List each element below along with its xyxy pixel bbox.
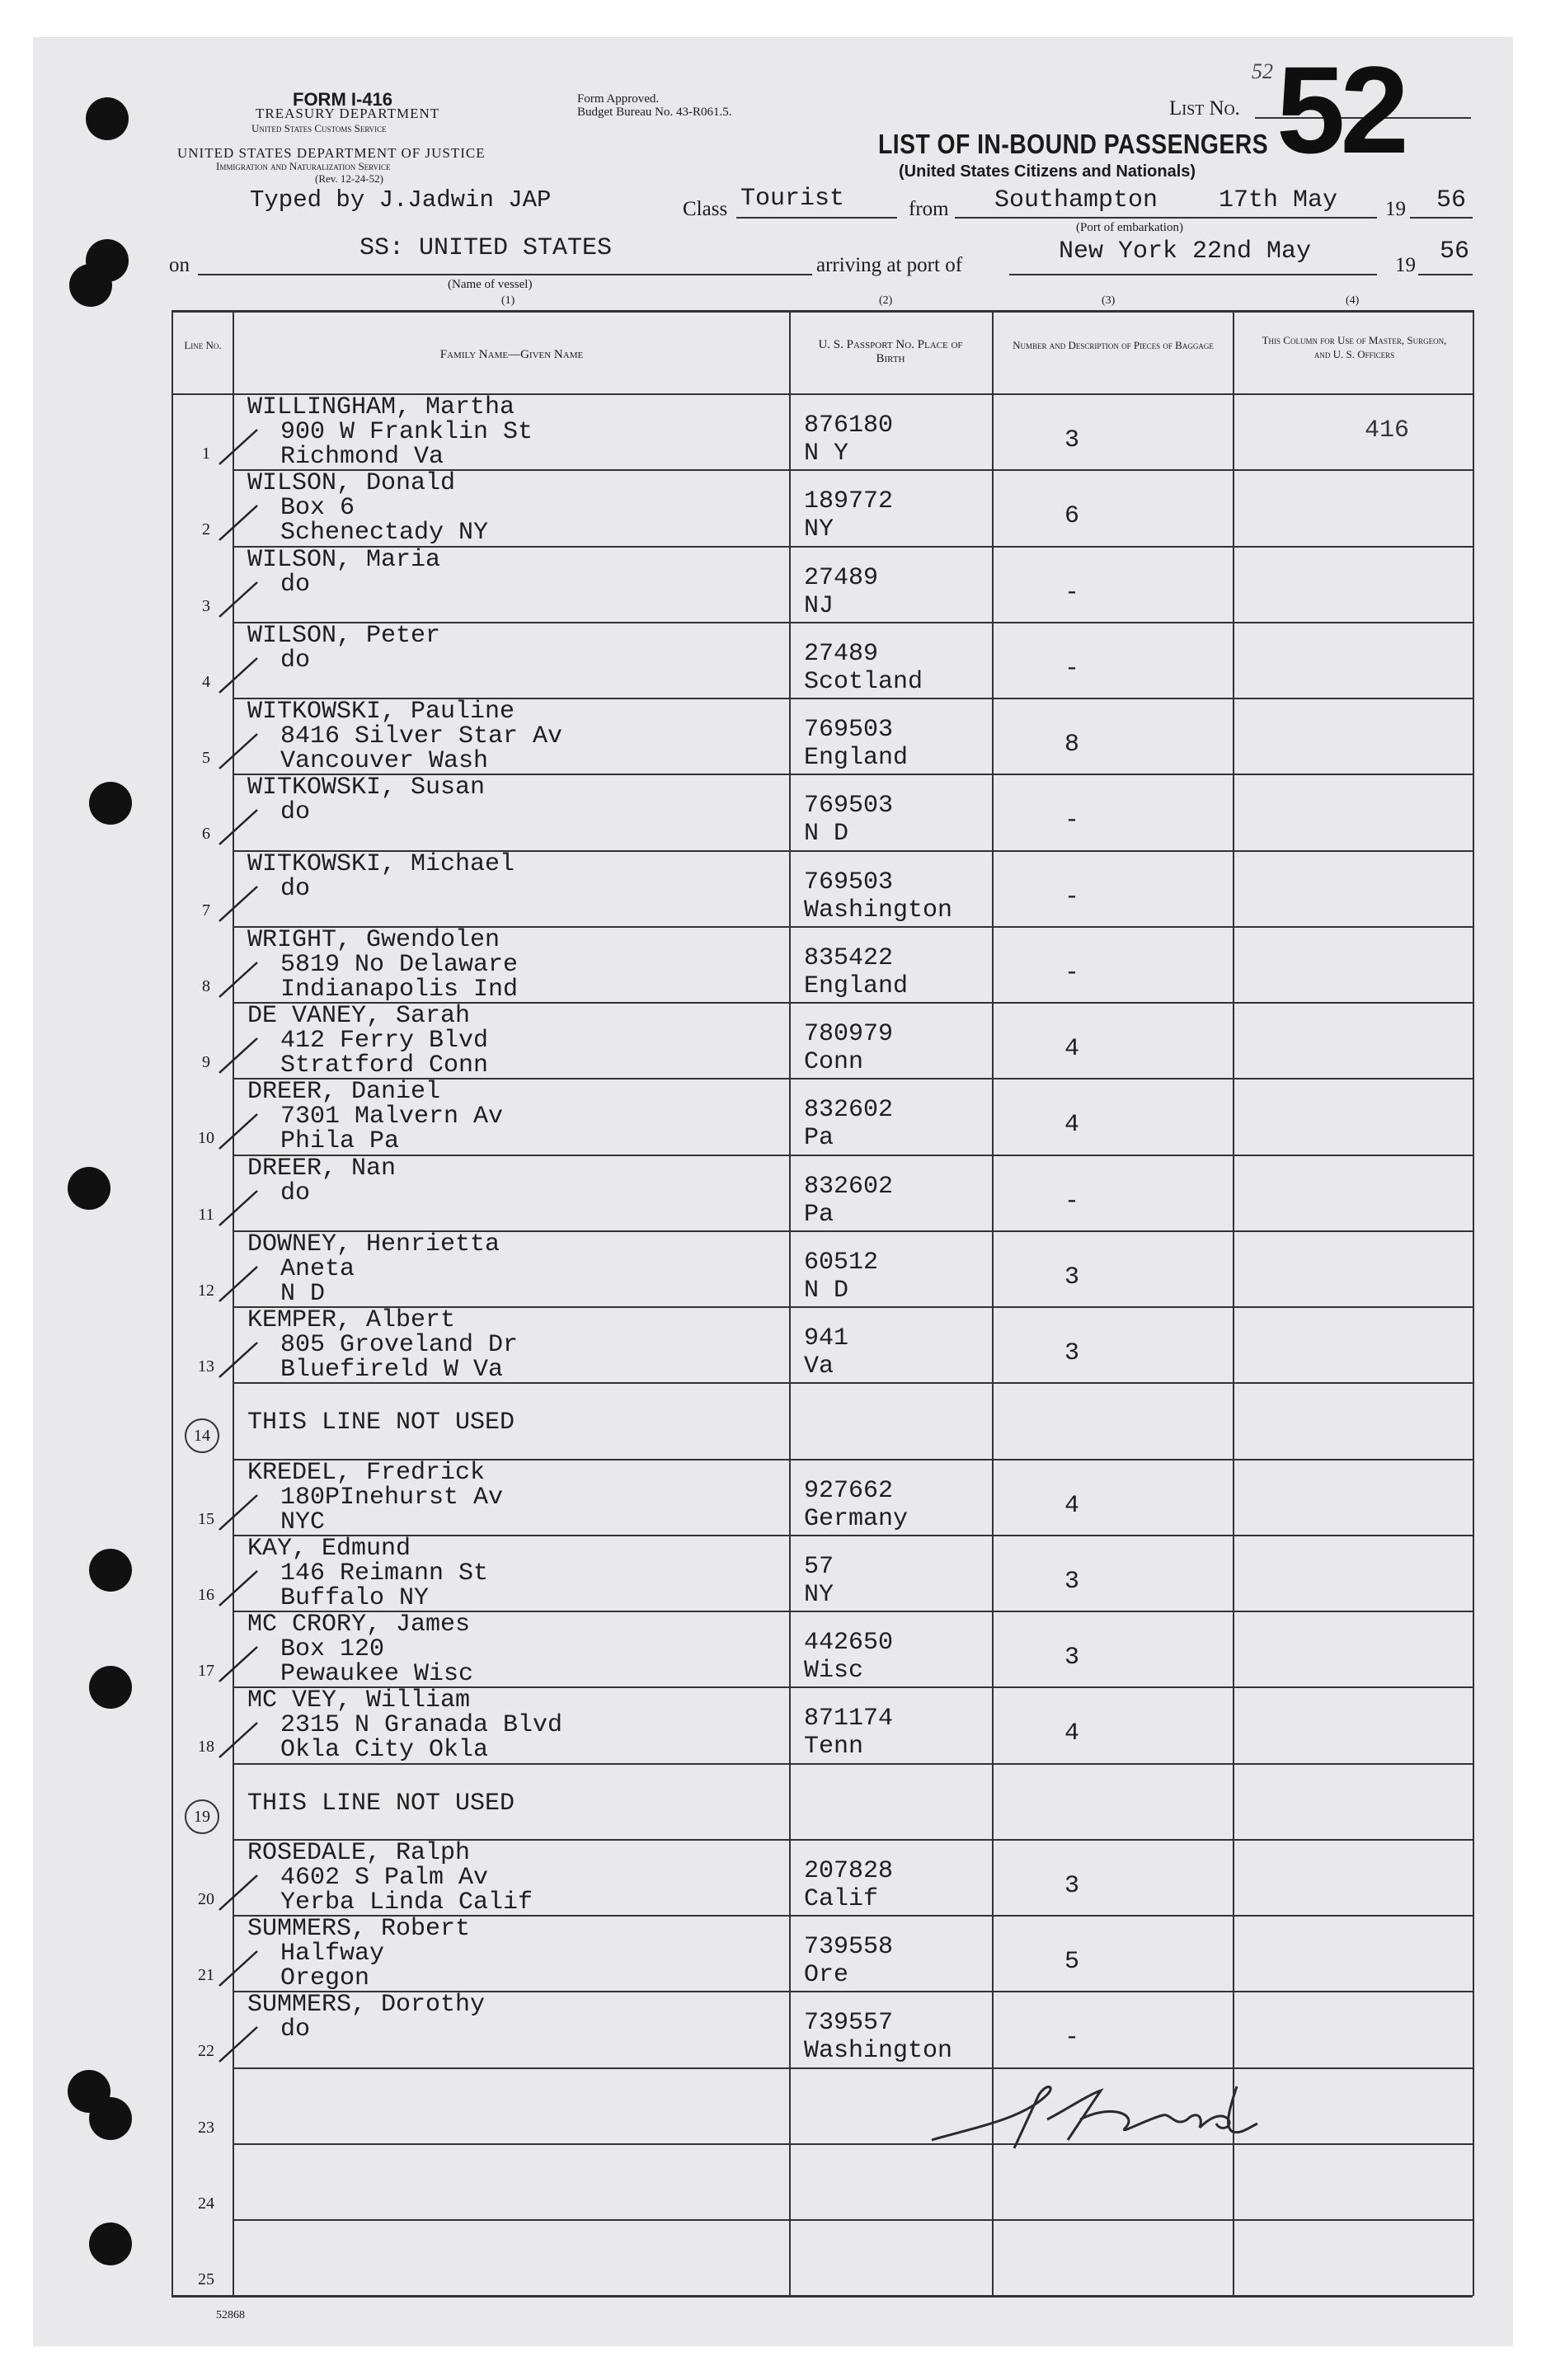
- list-no-label: List No.: [1169, 97, 1240, 120]
- passenger-address-line2: Bluefireld W Va: [280, 1356, 504, 1384]
- place-of-birth: N D: [804, 1277, 849, 1305]
- passenger-address-line1: 4602 S Palm Av: [280, 1864, 489, 1892]
- place-of-birth: Pa: [804, 1124, 834, 1152]
- passport-number: 871174: [804, 1705, 894, 1733]
- revision: (Rev. 12-24-52): [315, 172, 383, 185]
- passenger-name: WILSON, Donald: [247, 469, 456, 497]
- col-num-1: (1): [501, 294, 515, 307]
- baggage-count: 4: [1064, 1111, 1079, 1139]
- baggage-count: 3: [1064, 1568, 1079, 1596]
- check-mark: [216, 1103, 265, 1152]
- passport-number: 769503: [804, 868, 894, 896]
- check-mark: [216, 1635, 265, 1685]
- form-approved: Form Approved.: [577, 92, 660, 106]
- baggage-count: -: [1064, 807, 1079, 835]
- passenger-name: WITKOWSKI, Pauline: [247, 698, 515, 726]
- on-label: on: [169, 254, 190, 276]
- dept-treasury: TREASURY DEPARTMENT: [256, 106, 440, 121]
- passenger-name: DREER, Nan: [247, 1155, 397, 1183]
- place-of-birth: England: [804, 972, 909, 1000]
- row-number: 2: [202, 520, 210, 539]
- passport-number: 769503: [804, 716, 894, 744]
- baggage-count: 6: [1064, 502, 1079, 530]
- arrival-year: 56: [1440, 238, 1470, 266]
- passenger-address-line1: 146 Reimann St: [280, 1559, 489, 1587]
- check-mark: [216, 1559, 265, 1609]
- passenger-address-line1: 900 W Franklin St: [280, 418, 533, 446]
- row-number: 5: [202, 749, 210, 767]
- baggage-count: 3: [1064, 1872, 1079, 1900]
- punch-hole: [89, 2097, 132, 2140]
- place-of-birth: N D: [804, 820, 849, 848]
- arriving-label: arriving at port of: [816, 254, 963, 276]
- passenger-address-line1: do: [280, 798, 311, 826]
- passenger-address-line2: Indianapolis Ind: [280, 976, 519, 1004]
- passenger-name: DREER, Daniel: [247, 1078, 441, 1106]
- col-header-line-no: Line No.: [184, 339, 222, 351]
- passenger-name: WITKOWSKI, Susan: [247, 774, 486, 802]
- punch-hole: [89, 1549, 132, 1592]
- passenger-address-line1: Aneta: [280, 1255, 355, 1283]
- passenger-address-line1: do: [280, 1179, 311, 1207]
- row-number: 24: [198, 2194, 214, 2213]
- baggage-count: 4: [1064, 1035, 1079, 1063]
- baggage-count: -: [1064, 2024, 1079, 2052]
- place-of-birth: Washington: [804, 896, 953, 924]
- passport-number: 189772: [804, 487, 894, 515]
- place-of-birth: England: [804, 744, 909, 772]
- row-number: 15: [198, 1510, 214, 1528]
- passenger-address-line1: Box 120: [280, 1635, 385, 1663]
- passenger-address-line2: Pewaukee Wisc: [280, 1660, 474, 1688]
- check-mark: [216, 571, 265, 620]
- col-num-4: (4): [1346, 294, 1360, 307]
- row-number: 25: [198, 2270, 214, 2288]
- place-of-birth: Ore: [804, 1961, 849, 1989]
- check-mark: [216, 722, 265, 772]
- passenger-name: KEMPER, Albert: [247, 1306, 456, 1334]
- check-mark: [216, 1711, 265, 1761]
- baggage-count: 3: [1064, 426, 1079, 454]
- place-of-birth: NY: [804, 515, 834, 543]
- from-date: 17th May: [1219, 186, 1338, 214]
- passenger-address-line1: do: [280, 647, 311, 675]
- col-header-baggage: Number and Description of Pieces of Baggage: [1013, 339, 1214, 351]
- place-of-birth: Germany: [804, 1505, 909, 1533]
- passport-number: 832602: [804, 1096, 894, 1124]
- passenger-name: WRIGHT, Gwendolen: [247, 926, 500, 954]
- passenger-name: DOWNEY, Henrietta: [247, 1230, 500, 1258]
- col-header-officers: This Column for Use of Master, Surgeon, and U. S. Officers: [1262, 334, 1447, 360]
- col-num-3: (3): [1102, 294, 1116, 307]
- passenger-name: SUMMERS, Robert: [247, 1915, 471, 1943]
- passenger-address-line2: NYC: [280, 1508, 326, 1536]
- passenger-name: WILSON, Maria: [247, 546, 441, 574]
- row-number: 10: [198, 1129, 214, 1147]
- check-mark: [216, 875, 265, 924]
- passenger-address-line1: do: [280, 2015, 311, 2044]
- check-mark: [216, 418, 265, 468]
- baggage-count: 3: [1064, 1644, 1079, 1672]
- footer-code: 52868: [216, 2309, 245, 2321]
- check-mark: [216, 1331, 265, 1380]
- check-mark: [216, 1484, 265, 1533]
- place-of-birth: NY: [804, 1581, 834, 1609]
- row-number: 12: [198, 1282, 214, 1300]
- place-of-birth: Scotland: [804, 668, 923, 696]
- place-of-birth: Calif: [804, 1885, 879, 1913]
- passenger-name: WILLINGHAM, Martha: [247, 393, 515, 421]
- passenger-address-line2: Yerba Linda Calif: [280, 1888, 533, 1917]
- place-of-birth: NJ: [804, 592, 834, 620]
- passenger-address-line1: 180PInehurst Av: [280, 1484, 504, 1512]
- check-mark: [216, 647, 265, 696]
- baggage-count: 4: [1064, 1719, 1079, 1747]
- passport-number: 57: [804, 1553, 834, 1581]
- passenger-name: WITKOWSKI, Michael: [247, 850, 515, 878]
- row-number: 22: [198, 2042, 214, 2060]
- passenger-address-line1: 8416 Silver Star Av: [280, 722, 563, 750]
- row-number: 9: [202, 1053, 210, 1071]
- passport-number: 442650: [804, 1629, 894, 1657]
- baggage-count: 5: [1064, 1948, 1079, 1976]
- place-of-birth: Conn: [804, 1048, 864, 1076]
- passport-number: 739558: [804, 1933, 894, 1961]
- passenger-address-line1: 412 Ferry Blvd: [280, 1027, 489, 1055]
- check-mark: [216, 951, 265, 1000]
- document-subtitle: (United States Citizens and Nationals): [899, 162, 1196, 181]
- punch-hole: [86, 97, 129, 140]
- passenger-address-line1: 805 Groveland Dr: [280, 1331, 519, 1359]
- form-number: FORM I-416: [293, 89, 393, 110]
- vessel-name: SS: UNITED STATES: [359, 234, 613, 262]
- passenger-address-line2: Okla City Okla: [280, 1736, 489, 1764]
- dept-justice: UNITED STATES DEPARTMENT OF JUSTICE: [177, 145, 486, 161]
- passenger-name: MC VEY, William: [247, 1686, 471, 1714]
- passport-number: 876180: [804, 412, 894, 440]
- row-number-circled: 14: [185, 1418, 219, 1453]
- typed-by: Typed by J.Jadwin JAP: [250, 186, 552, 214]
- passenger-name: KAY, Edmund: [247, 1535, 411, 1563]
- passenger-address-line2: N D: [280, 1280, 326, 1308]
- arrival-port: New York 22nd May: [1059, 238, 1312, 266]
- passenger-name: DE VANEY, Sarah: [247, 1002, 471, 1030]
- row-number: 23: [198, 2119, 214, 2137]
- passenger-address-line2: Stratford Conn: [280, 1051, 489, 1079]
- place-of-birth: Tenn: [804, 1733, 864, 1761]
- punch-hole: [89, 1666, 132, 1709]
- col-header-name: Family Name—Given Name: [439, 348, 584, 361]
- check-mark: [216, 798, 265, 848]
- baggage-count: -: [1064, 579, 1079, 607]
- passport-number: 207828: [804, 1857, 894, 1885]
- col-header-passport: U. S. Passport No. Place of Birth: [818, 338, 963, 365]
- passenger-address-line1: 7301 Malvern Av: [280, 1103, 504, 1131]
- customs-service: United States Customs Service: [251, 122, 387, 134]
- baggage-count: 8: [1064, 731, 1079, 759]
- row-number: 13: [198, 1357, 214, 1376]
- document-title: LIST OF IN-BOUND PASSENGERS: [878, 129, 1269, 159]
- passenger-address-line2: Phila Pa: [280, 1127, 400, 1155]
- row-number: 7: [202, 901, 210, 920]
- passenger-name: THIS LINE NOT USED: [247, 1790, 515, 1818]
- check-mark: [216, 494, 265, 543]
- row-number: 1: [202, 444, 210, 463]
- vessel-caption: (Name of vessel): [448, 278, 533, 291]
- passenger-name: THIS LINE NOT USED: [247, 1409, 515, 1437]
- passenger-address-line2: Richmond Va: [280, 443, 444, 471]
- punch-hole: [69, 264, 112, 307]
- passenger-address-line1: Box 6: [280, 494, 355, 522]
- passport-number: 835422: [804, 944, 894, 972]
- passenger-address-line2: Vancouver Wash: [280, 747, 489, 775]
- row-number: 8: [202, 977, 210, 995]
- row-number: 21: [198, 1966, 214, 1984]
- place-of-birth: Pa: [804, 1201, 834, 1229]
- baggage-count: -: [1064, 883, 1079, 911]
- row-number: 16: [198, 1586, 214, 1604]
- budget-bureau: Budget Bureau No. 43-R061.5.: [577, 106, 732, 119]
- place-of-birth: N Y: [804, 440, 849, 468]
- class-value: Tourist: [740, 185, 845, 213]
- row-number-circled: 19: [185, 1799, 219, 1834]
- row-number: 20: [198, 1890, 214, 1908]
- punch-hole: [89, 2222, 132, 2265]
- passenger-name: WILSON, Peter: [247, 622, 441, 650]
- passenger-address-line1: 5819 No Delaware: [280, 951, 519, 979]
- place-of-birth: Va: [804, 1352, 834, 1380]
- year-prefix: 19: [1385, 198, 1406, 220]
- punch-hole: [68, 1167, 110, 1210]
- baggage-count: -: [1064, 959, 1079, 987]
- passenger-address-line1: do: [280, 571, 311, 599]
- passport-number: 60512: [804, 1249, 879, 1277]
- baggage-count: -: [1064, 1188, 1079, 1216]
- passenger-address-line1: 2315 N Granada Blvd: [280, 1711, 563, 1739]
- list-number-note: 52: [1252, 59, 1273, 83]
- baggage-count: 4: [1064, 1492, 1079, 1520]
- passenger-address-line2: Schenectady NY: [280, 519, 489, 547]
- class-label: Class: [683, 198, 728, 220]
- passenger-address-line2: Oregon: [280, 1964, 370, 1992]
- check-mark: [216, 1940, 265, 1989]
- check-mark: [216, 1255, 265, 1305]
- row-number: 4: [202, 673, 210, 691]
- check-mark: [216, 1179, 265, 1229]
- passenger-name: KREDEL, Fredrick: [247, 1459, 486, 1487]
- row-number: 11: [198, 1206, 214, 1224]
- passport-number: 27489: [804, 564, 879, 592]
- passenger-address-line1: Halfway: [280, 1940, 385, 1968]
- passport-number: 941: [804, 1324, 849, 1352]
- baggage-count: -: [1064, 655, 1079, 683]
- list-number: 52: [1276, 40, 1404, 179]
- officer-use-value: 416: [1365, 416, 1410, 444]
- passenger-address-line2: Buffalo NY: [280, 1584, 430, 1612]
- passport-number: 27489: [804, 640, 879, 668]
- passenger-name: ROSEDALE, Ralph: [247, 1839, 471, 1867]
- place-of-birth: Washington: [804, 2037, 953, 2065]
- check-mark: [216, 1027, 265, 1076]
- check-mark: [216, 2015, 265, 2065]
- row-number: 6: [202, 825, 210, 843]
- row-number: 17: [198, 1662, 214, 1680]
- passport-number: 780979: [804, 1020, 894, 1048]
- passport-number: 927662: [804, 1477, 894, 1505]
- officer-signature: [923, 2070, 1270, 2161]
- from-label: from: [909, 198, 949, 220]
- year: 56: [1436, 186, 1467, 214]
- punch-hole: [89, 782, 132, 825]
- arrival-year-prefix: 19: [1395, 254, 1416, 276]
- row-number: 18: [198, 1738, 214, 1756]
- check-mark: [216, 1864, 265, 1913]
- ins: Immigration and Naturalization Service: [216, 160, 391, 172]
- passenger-name: MC CRORY, James: [247, 1611, 471, 1639]
- passenger-name: SUMMERS, Dorothy: [247, 1991, 486, 2019]
- from-port: Southampton: [994, 186, 1158, 214]
- passenger-address-line1: do: [280, 875, 311, 903]
- row-number: 3: [202, 597, 210, 615]
- passport-number: 739557: [804, 2009, 894, 2037]
- baggage-count: 3: [1064, 1263, 1079, 1291]
- place-of-birth: Wisc: [804, 1657, 864, 1685]
- col-num-2: (2): [879, 294, 893, 307]
- port-embark-caption: (Port of embarkation): [1076, 221, 1183, 234]
- baggage-count: 3: [1064, 1339, 1079, 1367]
- passport-number: 769503: [804, 792, 894, 820]
- passport-number: 832602: [804, 1173, 894, 1201]
